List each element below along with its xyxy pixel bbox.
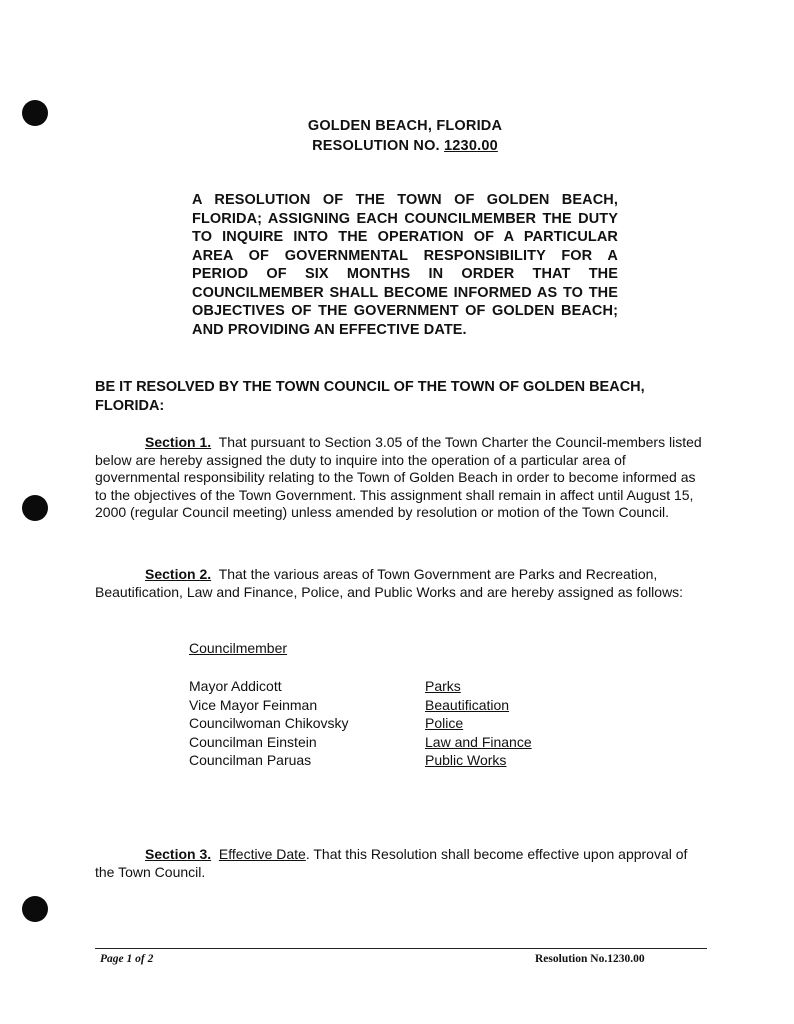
be-it-resolved-clause: BE IT RESOLVED BY THE TOWN COUNCIL OF THE TOWN OF GOLDEN BEACH, FLORIDA:	[95, 379, 645, 414]
header-resolution-line	[200, 136, 610, 156]
member-area: Parks	[425, 678, 461, 694]
footer-divider	[95, 948, 707, 949]
header-resolution-prefix: RESOLUTION NO.	[312, 138, 445, 154]
assignment-row	[189, 677, 532, 696]
member-name: Councilman Einstein	[189, 733, 317, 750]
document-header	[200, 116, 610, 156]
section-1	[95, 434, 707, 522]
assignment-row	[189, 714, 532, 733]
member-area: Beautification	[425, 696, 510, 713]
section-3-body: . That this Resolution shall become effective upon approval of the Town Council.	[95, 846, 688, 880]
member-area: Law and Finance	[425, 733, 532, 750]
member-area: Police	[425, 715, 464, 731]
footer-page-label: Page 1 of 2	[100, 953, 154, 965]
section-1-body: That pursuant to Section 3.05 of the Town Charter the Council-members listed below are hereby assigned the duty to inquire into the operation of a particular area of governmental responsibility relating to the Town of Golden Beach in order to become informed as to the objectives of the Town Government. This assignment shall remain in affect until August 15, 2000 (regular Council meeting) unless amended by resolution or motion of the Town Council.	[95, 434, 702, 520]
footer-page-number	[100, 953, 153, 965]
section-3-subheading: Effective Date	[218, 846, 306, 862]
section-3-heading: Section 3.	[145, 846, 212, 862]
member-name: Councilwoman Chikovsky	[189, 715, 349, 731]
member-name: Mayor Addicott	[189, 678, 282, 694]
assignment-row	[189, 696, 532, 715]
header-resolution-number: 1230.00	[444, 138, 498, 154]
punch-hole-bottom	[22, 896, 48, 922]
section-3	[95, 846, 707, 881]
member-name: Vice Mayor Feinman	[189, 696, 318, 713]
member-area: Public Works	[425, 752, 507, 768]
footer-resolution-number: Resolution No.1230.00	[535, 953, 645, 965]
section-2	[95, 566, 707, 601]
assignment-row	[189, 751, 532, 770]
member-name: Councilman Paruas	[189, 752, 312, 768]
punch-hole-top	[22, 100, 48, 126]
section-2-heading: Section 2.	[145, 566, 212, 582]
header-town: GOLDEN BEACH, FLORIDA	[307, 118, 503, 134]
section-2-body: That the various areas of Town Government are Parks and Recreation, Beautification, Law and Finance, Police, and Public Works and are hereby assigned as follows:	[95, 566, 684, 600]
assignment-table	[189, 640, 532, 770]
assignment-row	[189, 733, 532, 752]
councilmember-column-header: Councilmember	[189, 640, 288, 656]
resolution-title: A RESOLUTION OF THE TOWN OF GOLDEN BEACH, FLORIDA; ASSIGNING EACH COUNCILMEMBER THE DUTY TO INQUIRE INTO THE OPERATION OF A PARTICULAR AREA OF GOVERNMENTAL RESPONSIBILITY FOR A PERIOD OF SIX MONTHS IN ORDER THAT THE COUNCILMEMBER SHALL BECOME INFORMED AS TO THE OBJECTIVES OF THE GOVERNMENT OF GOLDEN BEACH; AND PROVIDING AN EFFECTIVE DATE.	[192, 192, 618, 338]
section-1-heading: Section 1.	[145, 434, 212, 450]
punch-hole-middle	[22, 495, 48, 521]
